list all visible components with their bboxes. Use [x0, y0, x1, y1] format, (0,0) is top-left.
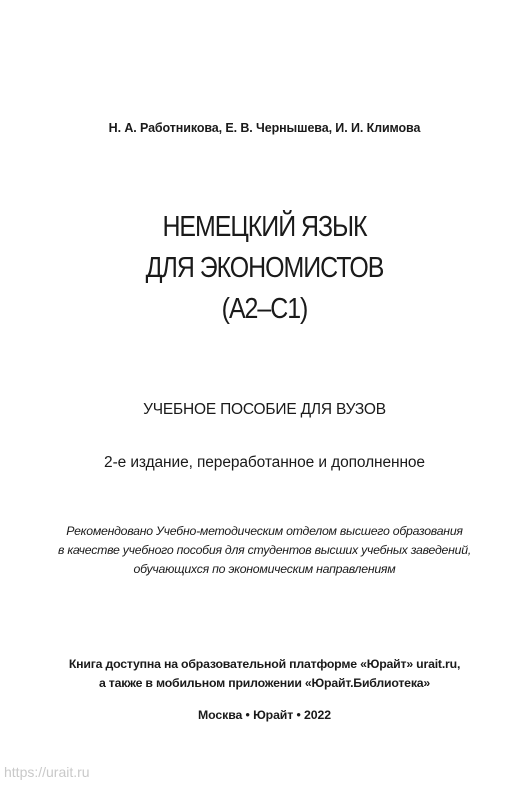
edition-info: 2-е издание, переработанное и дополненное — [104, 454, 425, 471]
book-title-line-2: ДЛЯ ЭКОНОМИСТОВ — [145, 252, 384, 284]
book-subtitle: УЧЕБНОЕ ПОСОБИЕ ДЛЯ ВУЗОВ — [143, 401, 386, 418]
imprint: Москва • Юрайт • 2022 — [198, 708, 331, 722]
watermark-url: https://urait.ru — [4, 764, 90, 780]
book-title-line-3: (A2–C1) — [221, 293, 308, 325]
recommendation-line-2: в качестве учебного пособия для студентов высших учебных заведений, — [58, 543, 471, 557]
recommendation-line-3: обучающихся по экономическим направлениям — [133, 562, 396, 576]
availability-line-2: а также в мобильном приложении «Юрайт.Библиотека» — [98, 676, 431, 690]
recommendation-line-1: Рекомендовано Учебно-методическим отделом высшего образования — [66, 524, 463, 538]
book-title-line-1: НЕМЕЦКИЙ ЯЗЫК — [162, 211, 367, 243]
availability-line-1: Книга доступна на образовательной платформе «Юрайт» urait.ru, — [68, 657, 461, 671]
authors: Н. А. Работникова, Е. В. Чернышева, И. И. Климова — [108, 121, 421, 135]
